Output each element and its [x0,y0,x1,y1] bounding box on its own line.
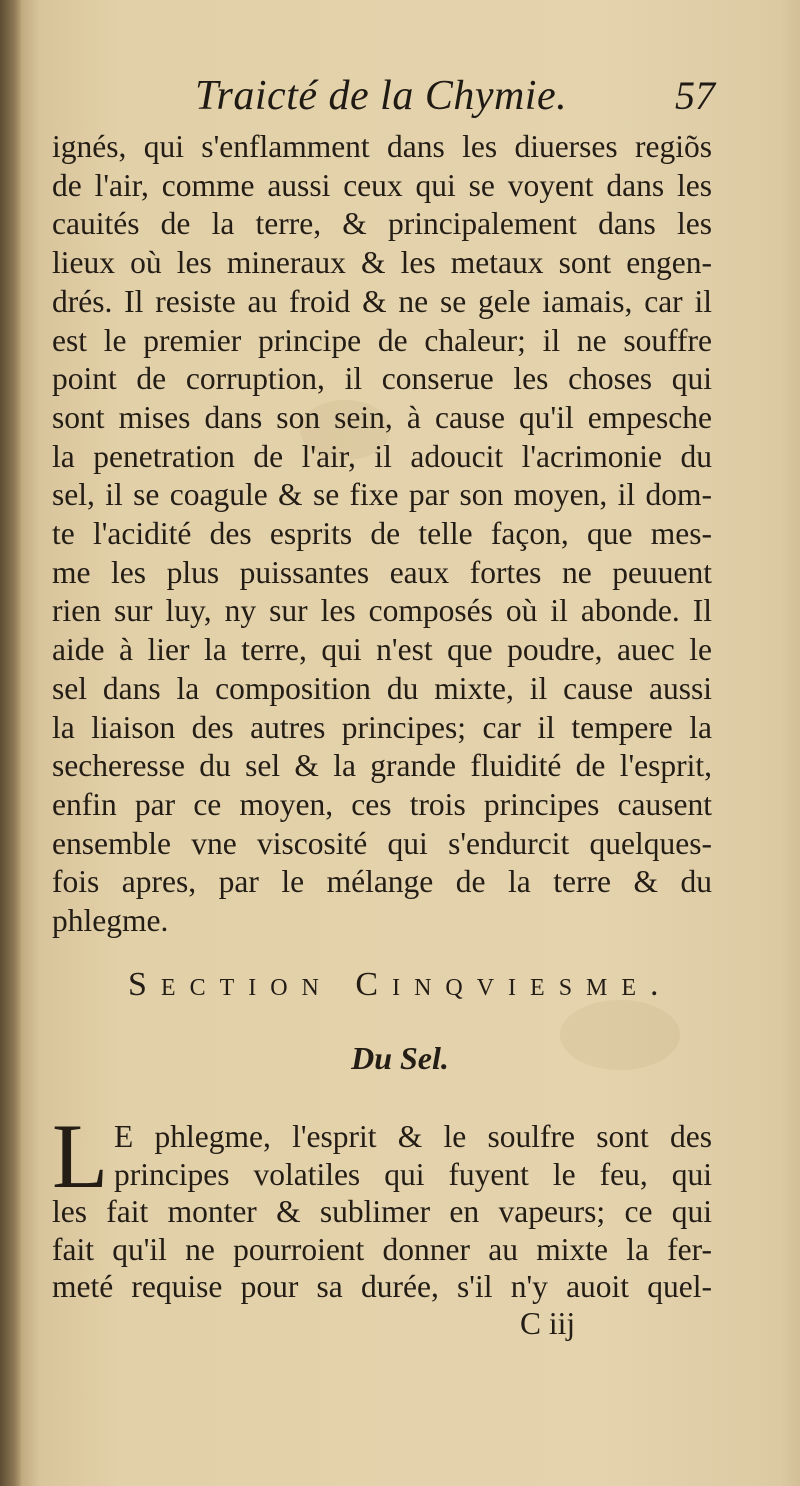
body-paragraph [52,128,712,941]
text-line: E phlegme, l'esprit & le soulfre sont des [114,1119,712,1154]
text-line: meté requise pour sa durée, s'il n'y auoit quel- [52,1269,712,1304]
text-line: sont mises dans son sein, à cause qu'il empesche [52,399,712,435]
running-head [195,72,715,120]
text-line: principes volatiles qui fuyent le feu, qui [114,1156,712,1192]
section-heading: Section Cinqviesme. [128,966,673,1003]
drop-cap: L [52,1105,109,1207]
running-title: Traicté de la Chymie. [195,73,568,119]
text-line: la penetration de l'air, il adoucit l'acrimonie du [52,438,712,474]
text-line: te l'acidité des esprits de telle façon, que mes- [52,516,712,552]
text-line: me les plus puissantes eaux fortes ne peuuent [52,554,712,590]
text-line: fois apres, par le mélange de la terre & du [52,864,712,900]
text-line: phlegme. [52,903,169,939]
section-subheading: Du Sel. [351,1040,449,1076]
text-line: cauités de la terre, & principalement dans les [52,206,712,242]
text-line: fait qu'il ne pourroient donner au mixte la fer- [52,1231,712,1267]
text-line: ignés, qui s'enflamment dans les diuerses regiõs [52,129,712,164]
text-line: ensemble vne viscosité qui s'endurcit quelques- [52,825,712,861]
text-line: les fait monter & sublimer en vapeurs; ce qui [52,1194,712,1229]
text-line: la liaison des autres principes; car il tempere la [52,709,712,745]
page-number: 57 [675,73,715,118]
binding-gutter [0,0,22,1486]
text-line: point de corruption, il conserue les choses qui [52,361,712,397]
text-line: sel dans la composition du mixte, il cause aussi [52,670,712,706]
text-line: lieux où les mineraux & les metaux sont engen- [52,245,712,281]
signature-mark: C iij [520,1306,576,1341]
text-line: enfin par ce moyen, ces trois principes causent [52,786,712,822]
text-line: est le premier principe de chaleur; il ne souffre [52,322,712,358]
text-line: aide à lier la terre, qui n'est que poudre, auec le [52,632,712,668]
text-line: secheresse du sel & la grande fluidité de l'esprit, [52,748,712,784]
text-line: rien sur luy, ny sur les composés où il abonde. Il [52,593,712,629]
text-line: de l'air, comme aussi ceux qui se voyent dans les [52,167,712,203]
text-line: drés. Il resiste au froid & ne se gele iamais, car il [52,283,712,319]
text-line: sel, il se coagule & se fixe par son moyen, il dom- [52,477,712,513]
section-paragraph [52,1105,712,1306]
